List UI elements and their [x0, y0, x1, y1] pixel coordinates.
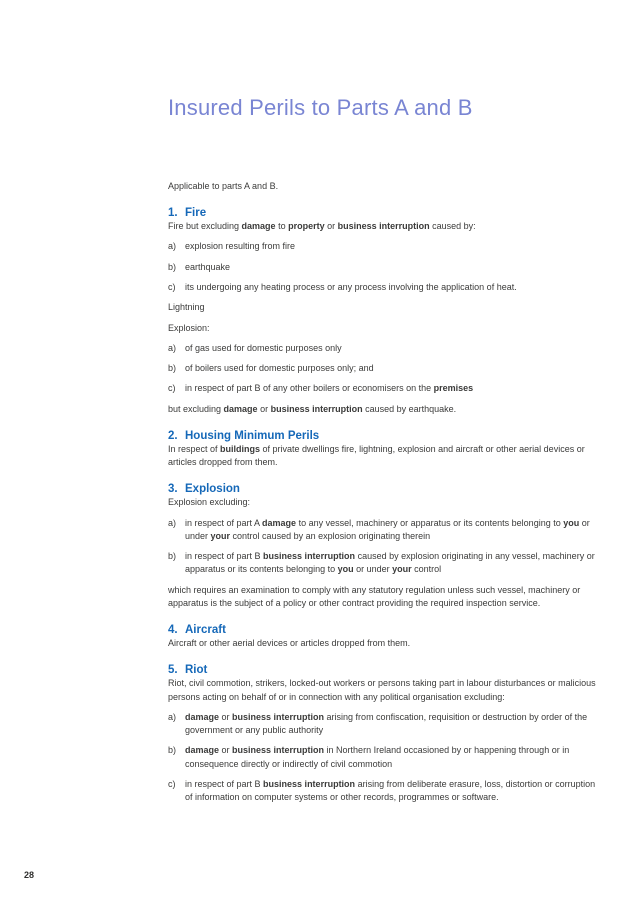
- paragraph: Fire but excluding damage to property or business interruption caused by:: [168, 221, 476, 232]
- section-number: 4.: [168, 623, 178, 636]
- section-title: Explosion: [185, 482, 240, 495]
- list-marker: b): [168, 261, 177, 272]
- section-title: Aircraft: [185, 623, 226, 636]
- section-housing-minimum-perils: [168, 430, 598, 470]
- paragraph: which requires an examination to comply with any statutory regulation unless such vessel, machinery or apparatus is the subject of a policy or other contract providing the required inspection service.: [168, 584, 581, 609]
- list-item: [168, 382, 598, 395]
- section-title: Fire: [185, 206, 207, 219]
- section-number: 2.: [168, 429, 178, 442]
- list-marker: c): [168, 779, 176, 789]
- list-marker: b): [168, 551, 177, 562]
- section-number: 1.: [168, 206, 178, 219]
- section-number: 3.: [168, 482, 178, 495]
- paragraph: Lightning: [168, 302, 205, 313]
- list-item-text: earthquake: [185, 261, 231, 272]
- list-item: [168, 744, 598, 771]
- list-item-text: damage or business interruption in Northern Ireland occasioned by or happening through or in consequence directly or indirectly of civil commotion: [185, 745, 570, 769]
- section-fire: [168, 207, 598, 416]
- list-item-text: explosion resulting from fire: [185, 241, 296, 252]
- list-item: [168, 240, 598, 253]
- list-item: [168, 342, 598, 355]
- list-item: [168, 550, 598, 577]
- intro-text: Applicable to parts A and B.: [168, 181, 279, 191]
- section-title: Riot: [185, 663, 208, 676]
- list-marker: a): [168, 517, 177, 528]
- paragraph: Explosion excluding:: [168, 497, 251, 508]
- paragraph: Explosion:: [168, 322, 210, 333]
- list-item-text: in respect of part B business interruption arising from deliberate erasure, loss, distortion or corruption of information on computer systems or other records, programmes or software.: [185, 779, 596, 803]
- section-heading: [168, 207, 598, 220]
- section-explosion: [168, 483, 598, 610]
- list-item: [168, 281, 598, 294]
- list-item: [168, 261, 598, 274]
- list-item: [168, 517, 598, 544]
- list-marker: b): [168, 745, 177, 756]
- list-item-text: damage or business interruption arising from confiscation, requisition or destruction by order of the government or any public authority: [185, 711, 588, 736]
- section-heading: [168, 624, 598, 637]
- list-item: [168, 711, 598, 738]
- list-item: [168, 362, 598, 375]
- page-number: 28: [24, 870, 35, 880]
- list-item-text: of gas used for domestic purposes only: [185, 342, 342, 353]
- list-item-text: of boilers used for domestic purposes only; and: [185, 363, 374, 374]
- list-marker: c): [168, 281, 176, 292]
- list-item-text: its undergoing any heating process or any process involving the application of heat.: [185, 281, 517, 292]
- section-title: Housing Minimum Perils: [185, 429, 320, 442]
- paragraph: In respect of buildings of private dwellings fire, lightning, explosion and aircraft or other aerial devices or articles dropped from them.: [168, 443, 585, 468]
- section-riot: [168, 664, 598, 805]
- section-aircraft: [168, 624, 598, 651]
- list-marker: a): [168, 342, 177, 353]
- page-title: Insured Perils to Parts A and B: [168, 95, 473, 120]
- section-number: 5.: [168, 663, 178, 676]
- section-heading: [168, 430, 598, 443]
- list-marker: c): [168, 383, 176, 394]
- list-marker: b): [168, 363, 177, 374]
- list-item: [168, 778, 598, 805]
- list-item-text: in respect of part A damage to any vessel, machinery or apparatus or its contents belonging to you or under your control caused by an explosion originating therein: [185, 517, 590, 541]
- content-column: [168, 0, 598, 812]
- list-marker: a): [168, 711, 177, 722]
- list-item-text: in respect of part B of any other boilers or economisers on the premises: [185, 383, 474, 394]
- list-item-text: in respect of part B business interruption caused by explosion originating in any vessel, machinery or apparatus or its contents belonging to you or under your control: [185, 551, 595, 575]
- paragraph: but excluding damage or business interruption caused by earthquake.: [168, 403, 457, 414]
- section-heading: [168, 483, 598, 496]
- paragraph: Aircraft or other aerial devices or articles dropped from them.: [168, 638, 411, 649]
- paragraph: Riot, civil commotion, strikers, locked-out workers or persons taking part in labour disturbances or malicious persons acting on behalf of or in connection with any political organisation excluding:: [168, 678, 596, 702]
- list-marker: a): [168, 241, 177, 252]
- section-heading: [168, 664, 598, 677]
